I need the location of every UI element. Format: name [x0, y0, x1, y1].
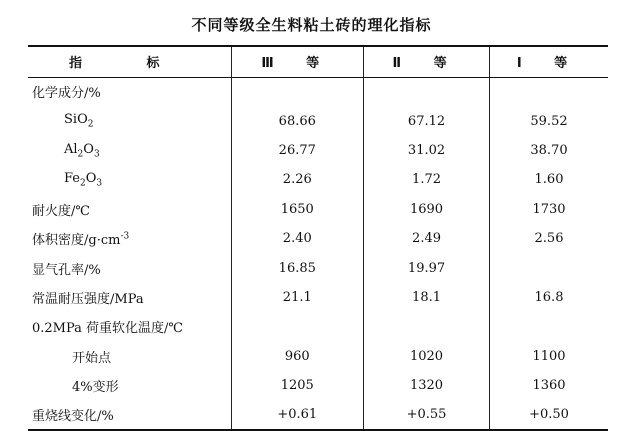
row-label: 化学成分/% [32, 86, 101, 102]
cell-grade-1 [490, 77, 609, 106]
cell-grade-1: 1.60 [490, 165, 609, 194]
cell-grade-3: 2.26 [231, 165, 364, 194]
table-row [28, 136, 608, 165]
cell-grade-2: 2.49 [364, 224, 490, 253]
formula-sub-2: 3 [96, 178, 103, 189]
formula-sub: 2 [77, 149, 84, 160]
row-label: 4%变形 [72, 380, 119, 396]
table-row [28, 165, 608, 194]
header-grade-2: Ⅱ 等 [364, 46, 490, 77]
cell-grade-3: 21.1 [231, 283, 364, 312]
formula-main-2: O [83, 141, 94, 157]
formula-sub: 2 [80, 178, 86, 189]
table-row [28, 342, 608, 371]
formula-main: Fe [64, 171, 81, 187]
cell-grade-3: 26.77 [231, 136, 364, 165]
row-label [28, 224, 231, 253]
cell-grade-2: +0.55 [364, 400, 490, 429]
cell-grade-2: 18.1 [364, 283, 490, 312]
cell-grade-3: +0.61 [231, 400, 364, 429]
header-index: 指 标 [68, 56, 190, 72]
cell-grade-2: 31.02 [364, 136, 490, 165]
row-label: 显气孔率/% [32, 262, 101, 278]
label-text: 体积密度/g·cm [32, 233, 121, 249]
table-row [28, 400, 608, 429]
cell-grade-2 [364, 312, 490, 341]
row-label: 常温耐压强度/MPa [32, 291, 144, 307]
table-row [28, 283, 608, 312]
table-header-row [28, 46, 608, 77]
cell-grade-2: 1020 [364, 342, 490, 371]
table-row [28, 106, 608, 135]
table-row [28, 195, 608, 224]
row-label: 0.2MPa 荷重软化温度/℃ [32, 321, 183, 337]
header-grade-1: Ⅰ 等 [490, 46, 609, 77]
cell-grade-3 [231, 77, 364, 106]
table-row [28, 253, 608, 282]
cell-grade-2 [364, 77, 490, 106]
table-row [28, 312, 608, 341]
table-row [28, 224, 608, 253]
row-label [28, 165, 231, 194]
formula-sub-2: 3 [93, 149, 100, 160]
row-label: 开始点 [72, 350, 112, 366]
table-row [28, 371, 608, 400]
label-sup: -3 [120, 231, 130, 242]
header-grade-3: Ⅲ 等 [231, 46, 364, 77]
cell-grade-1: 2.56 [490, 224, 609, 253]
table-title: 不同等级全生料粘土砖的理化指标 [191, 16, 432, 34]
cell-grade-1: 1360 [490, 371, 609, 400]
cell-grade-2: 67.12 [364, 106, 490, 135]
cell-grade-3 [231, 312, 364, 341]
cell-grade-3: 1205 [231, 371, 364, 400]
cell-grade-3: 2.40 [231, 224, 364, 253]
cell-grade-3: 16.85 [231, 253, 364, 282]
formula-sub: 2 [87, 119, 94, 130]
formula-main-2: O [85, 171, 97, 187]
formula-main: Al [64, 141, 78, 157]
cell-grade-1 [490, 312, 609, 341]
cell-grade-1: 38.70 [490, 136, 609, 165]
cell-grade-1 [490, 253, 609, 282]
row-label: 耐火度/℃ [32, 203, 90, 219]
cell-grade-3: 1650 [231, 195, 364, 224]
cell-grade-1: +0.50 [490, 400, 609, 429]
cell-grade-1: 59.52 [490, 106, 609, 135]
formula-main: SiO [64, 112, 88, 128]
row-label [28, 106, 231, 135]
cell-grade-1: 16.8 [490, 283, 609, 312]
row-label [28, 136, 231, 165]
cell-grade-3: 68.66 [231, 106, 364, 135]
cell-grade-1: 1730 [490, 195, 609, 224]
table-row [28, 77, 608, 106]
cell-grade-2: 1320 [364, 371, 490, 400]
cell-grade-2: 1690 [364, 195, 490, 224]
cell-grade-2: 1.72 [364, 165, 490, 194]
properties-table [28, 45, 608, 431]
cell-grade-3: 960 [231, 342, 364, 371]
row-label: 重烧线变化/% [32, 408, 114, 424]
cell-grade-2: 19.97 [364, 253, 490, 282]
cell-grade-1: 1100 [490, 342, 609, 371]
